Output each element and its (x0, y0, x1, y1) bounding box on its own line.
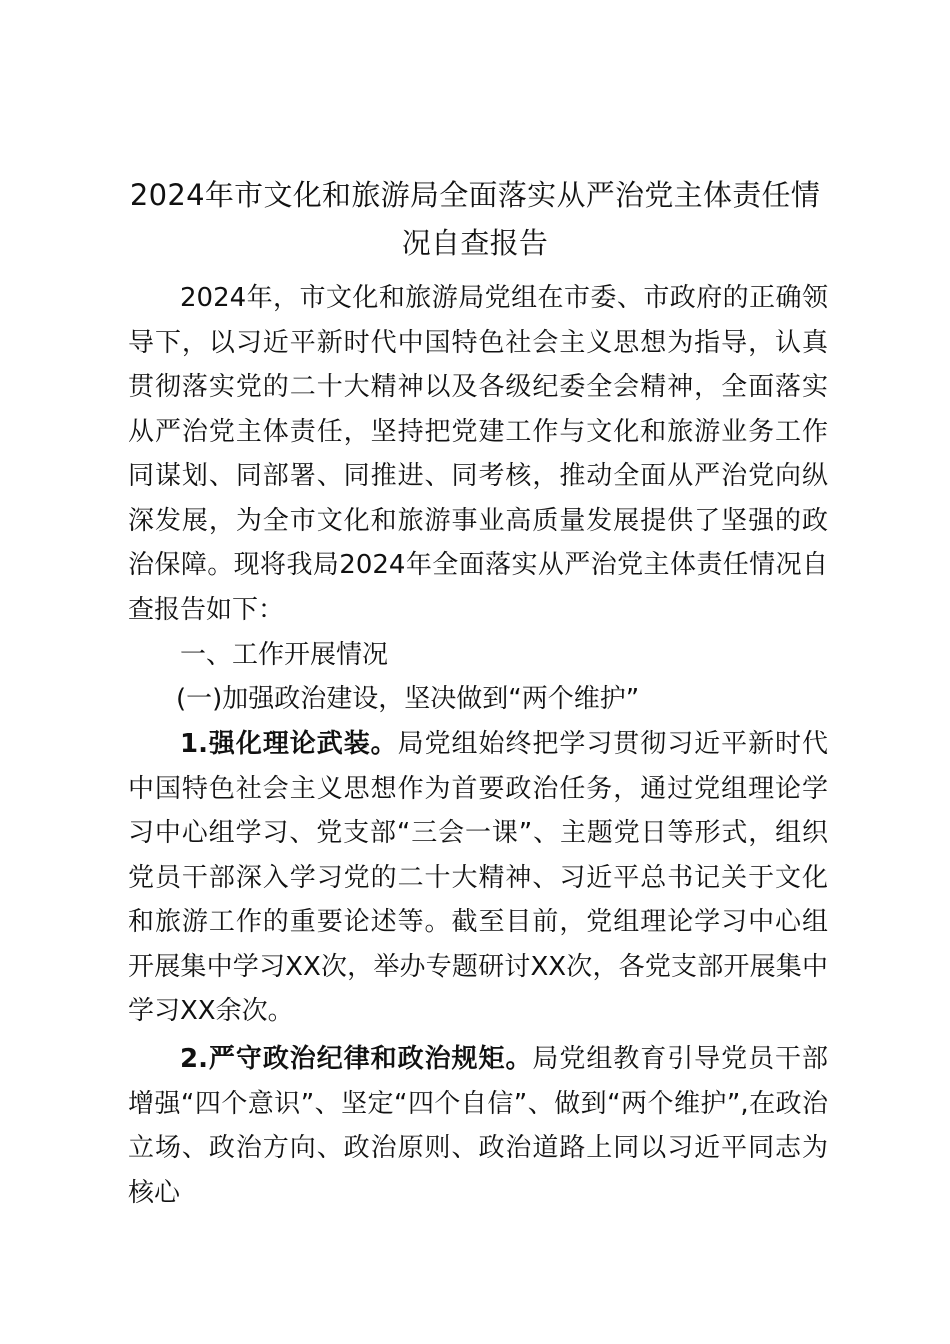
item-text-theory-arming: 局党组始终把学习贯彻习近平新时代中国特色社会主义思想作为首要政治任务，通过党组理论学习中心组学习、党支部“三会一课”、主题党日等形式，组织党员干部深入学习党的二十大精神、习近平总书记关于文化和旅游工作的重要论述等。截至目前，党组理论学习中心组开展集中学习XX次，举办专题研讨XX次，各党支部开展集中学习XX余次。 (128, 729, 828, 1026)
subsection-heading-political-building: (一)加强政治建设，坚决做到“两个维护” (176, 684, 640, 714)
intro-paragraph: 2024年，市文化和旅游局党组在市委、市政府的正确领导下，以习近平新时代中国特色社会主义思想为指导，认真贯彻落实党的二十大精神以及各级纪委全会精神，全面落实从严治党主体责任，坚持把党建工作与文化和旅游业务工作同谋划、同部署、同推进、同考核，推动全面从严治党向纵深发展，为全市文化和旅游事业高质量发展提供了坚强的政治保障。现将我局2024年全面落实从严治党主体责任情况自查报告如下： (128, 283, 828, 625)
item-paragraph-political-discipline (128, 1037, 828, 1215)
section-heading-work-status: 一、工作开展情况 (180, 640, 389, 670)
item-text-political-discipline: 局党组教育引导党员干部增强“四个意识”、坚定“四个自信”、做到“两个维护”,在政治立场、政治方向、政治原则、政治道路上同以习近平同志为核心 (128, 1044, 828, 1208)
document-title: 2024年市文化和旅游局全面落实从严治党主体责任情况自查报告 (129, 178, 821, 260)
item-lead-political-discipline: 2.严守政治纪律和政治规矩。 (180, 1044, 533, 1074)
item-lead-theory-arming: 1.强化理论武装。 (180, 729, 398, 759)
item-paragraph-theory-arming (128, 722, 828, 1034)
